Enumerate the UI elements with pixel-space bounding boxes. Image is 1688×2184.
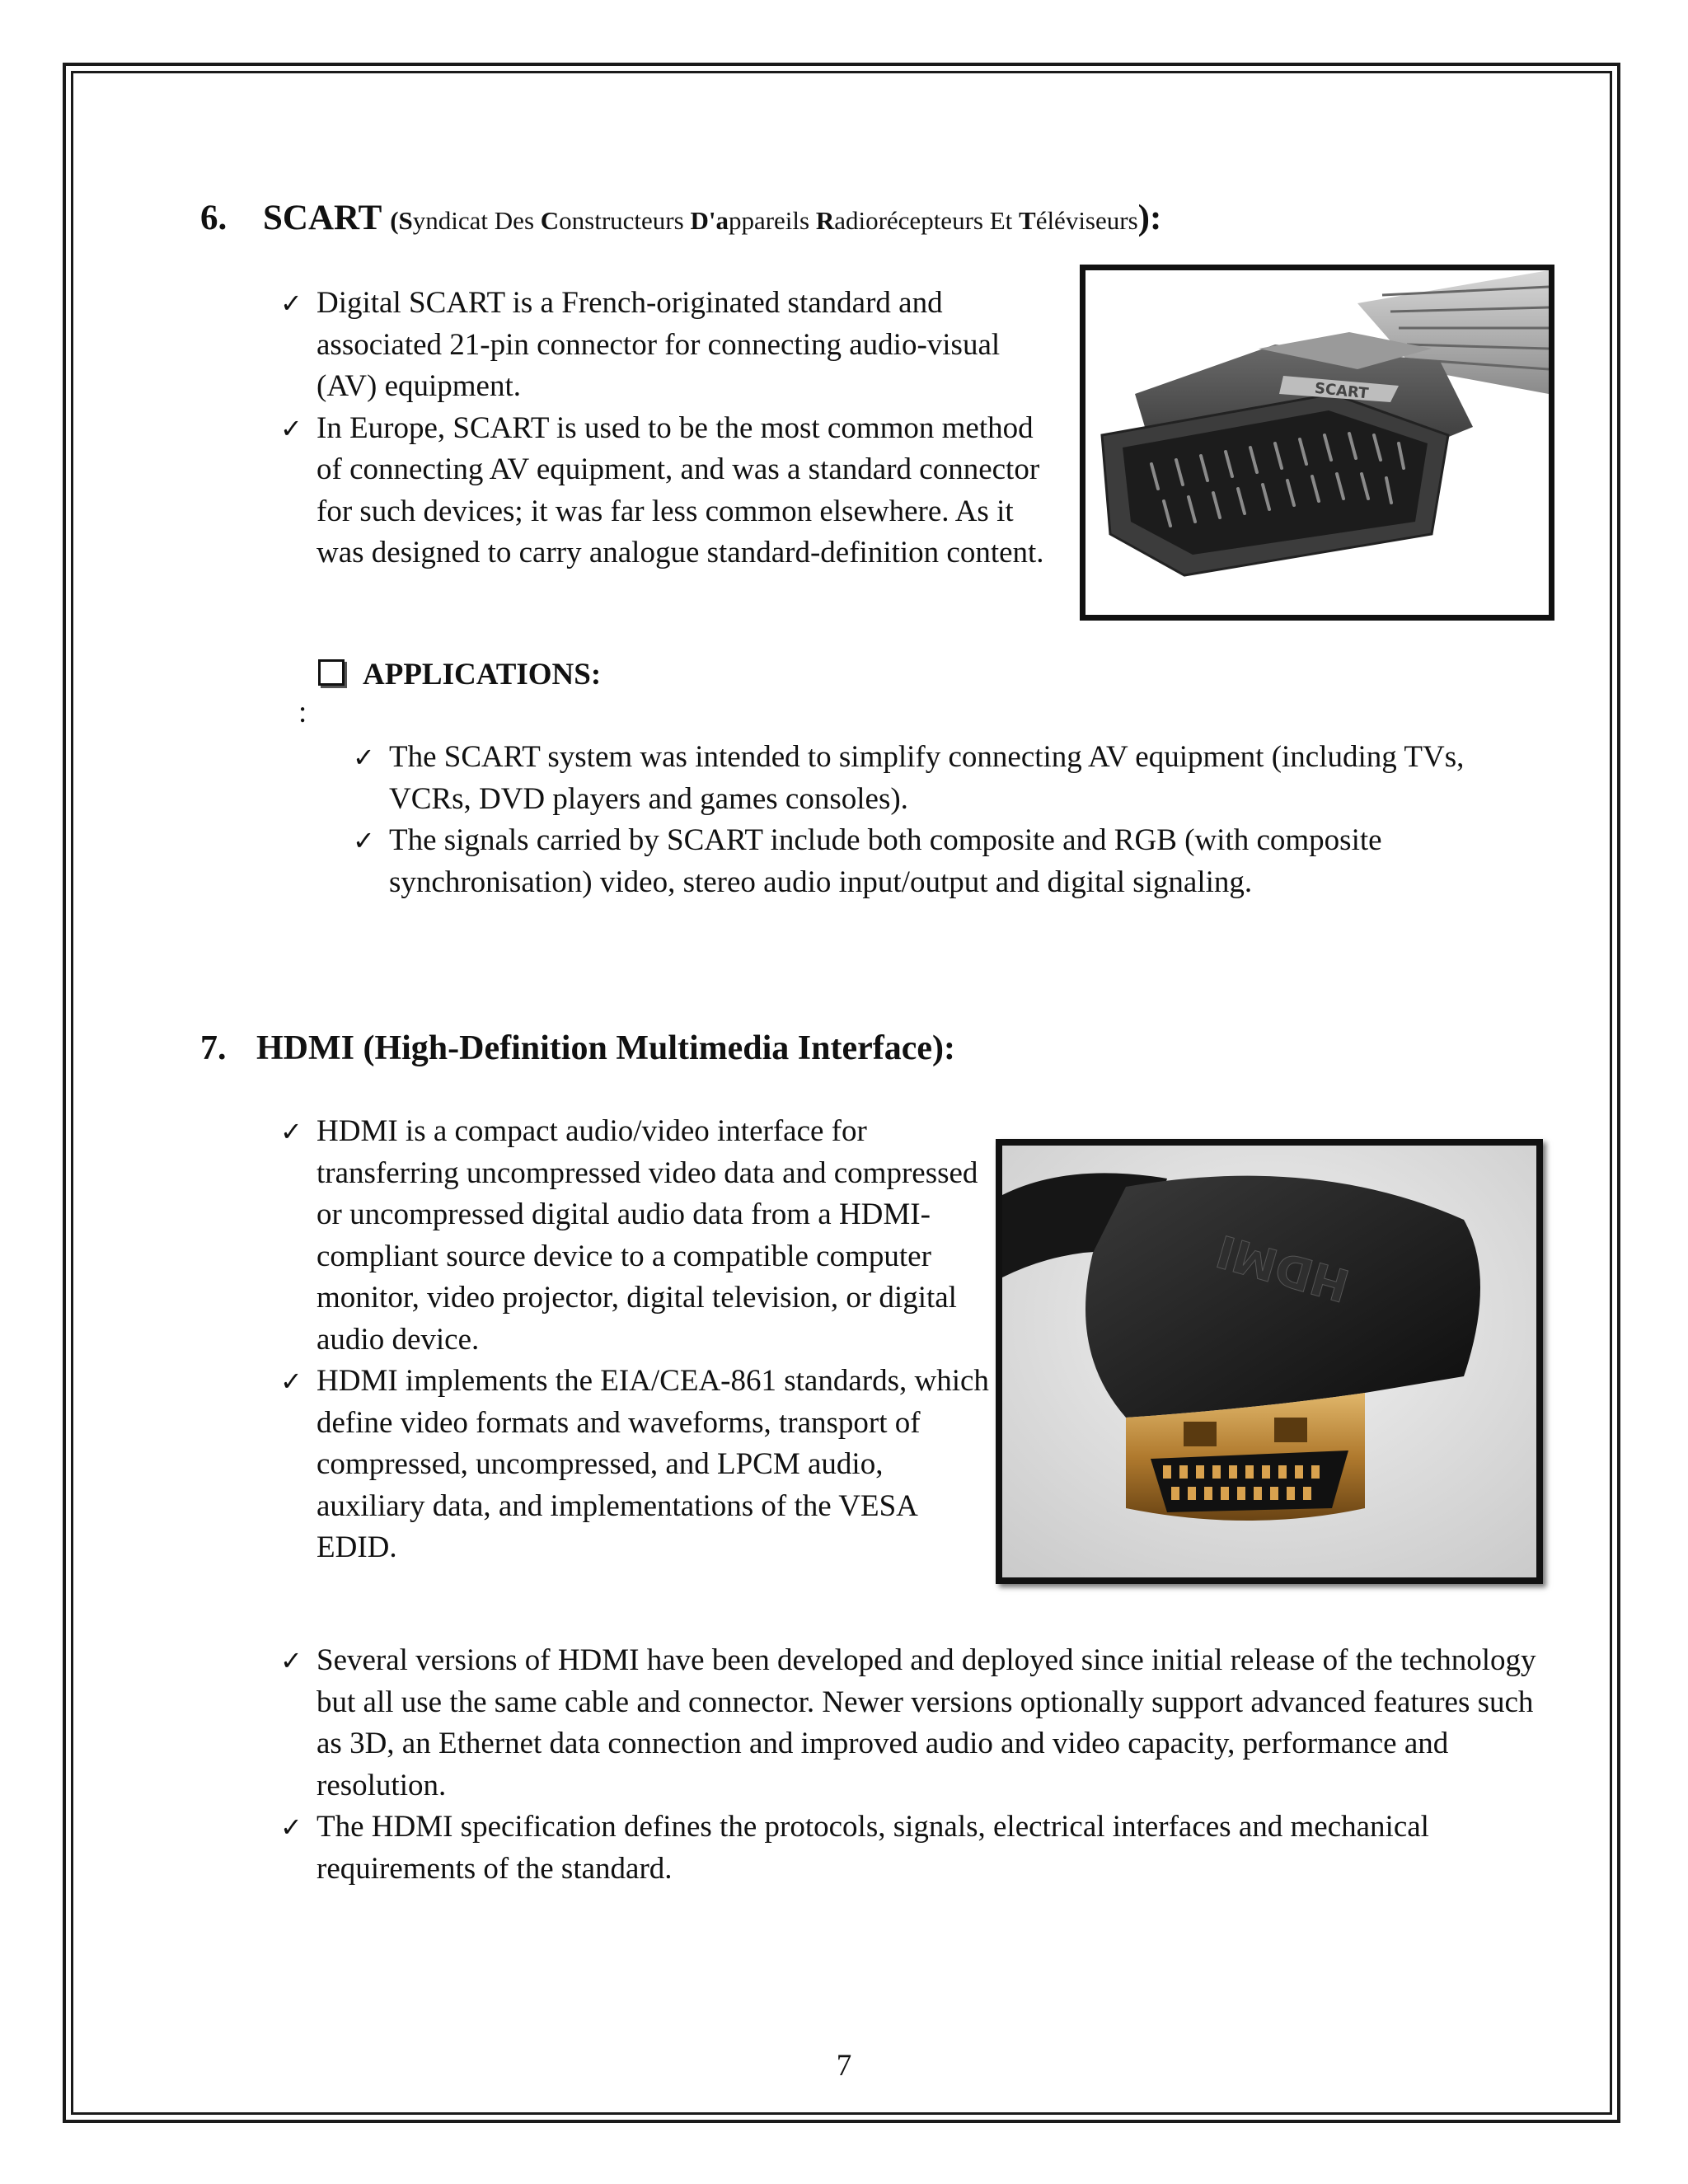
- scart-connector-illustration: [1085, 270, 1549, 615]
- scart-description-list: [274, 283, 1057, 574]
- scart-expansion-close: ):: [1137, 199, 1162, 237]
- list-item-text: The signals carried by SCART include both composite and RGB (with composite synchronisation) video, stereo audio input/output and digital signaling.: [389, 823, 1382, 899]
- scart-exp-word: ppareils: [728, 206, 816, 235]
- checkmark-icon: ✓: [280, 1116, 302, 1147]
- list-item-text: In Europe, SCART is used to be the most common method of connecting AV equipment, and was a standard connector for such devices; it was far less common elsewhere. As it was designed to carry analogue standard-definition content.: [316, 410, 1044, 569]
- section-7-heading: [200, 1029, 955, 1068]
- list-item: [274, 1640, 1559, 1807]
- list-item: [274, 1807, 1559, 1890]
- stray-colon: :: [298, 696, 307, 729]
- hdmi-connector-illustration: [1002, 1146, 1536, 1577]
- list-item-text: Digital SCART is a French-originated standard and associated 21-pin connector for connecting audio-visual (AV) equipment.: [316, 286, 1001, 403]
- scart-exp-word: éléviseurs: [1035, 206, 1138, 235]
- section-6-number: 6.: [200, 199, 227, 237]
- list-item: [346, 737, 1533, 820]
- list-item: [274, 1361, 999, 1569]
- section-6-heading: [200, 198, 1161, 238]
- checkmark-icon: ✓: [280, 412, 302, 444]
- hdmi-connector-image: [996, 1139, 1543, 1584]
- list-item-text: The HDMI specification defines the protocols, signals, electrical interfaces and mechanical requirements of the standard.: [316, 1810, 1429, 1886]
- list-item-text: The SCART system was intended to simplify connecting AV equipment (including TVs, VCRs, DVD players and games consoles).: [389, 740, 1465, 816]
- scart-exp-word: adiorécepteurs Et: [834, 206, 1019, 235]
- checkmark-icon: ✓: [353, 742, 375, 773]
- list-item-text: Several versions of HDMI have been developed and deployed since initial release of the technology but all use the same cable and connector. Newer versions optionally support advanced features such as 3D, an Ethernet data connection and improved audio and video capacity, performance and resolution.: [316, 1643, 1536, 1802]
- scart-exp-letter: C: [540, 206, 560, 235]
- list-item: [274, 283, 1057, 408]
- scart-exp-letter: R: [815, 206, 835, 235]
- page-number: 7: [836, 2049, 852, 2083]
- scart-exp-word: onstructeurs: [559, 206, 691, 235]
- list-item: [274, 408, 1057, 574]
- scart-expansion: [390, 206, 1137, 235]
- list-item-text: HDMI is a compact audio/video interface for transferring uncompressed video data and compressed or uncompressed digital audio data from a HDMI-compliant source device to a compatible computer monitor, video projector, digital television, or digital audio device.: [316, 1114, 978, 1357]
- checkbox-bullet-icon: [318, 659, 345, 686]
- scart-exp-letter: T: [1019, 206, 1036, 235]
- hdmi-description-list: [274, 1111, 999, 1569]
- list-item: [346, 820, 1533, 903]
- checkmark-icon: ✓: [353, 825, 375, 856]
- scart-applications-list: [346, 737, 1533, 903]
- scart-expansion-paren: (: [390, 206, 399, 235]
- scart-logo: SCART: [1313, 379, 1370, 403]
- checkmark-icon: ✓: [280, 1366, 302, 1397]
- applications-heading: [318, 657, 601, 692]
- section-6-title: SCART: [263, 199, 382, 237]
- scart-exp-letter: D'a: [690, 206, 729, 235]
- applications-label: APPLICATIONS:: [363, 658, 602, 691]
- list-item: [274, 1111, 999, 1361]
- checkmark-icon: ✓: [280, 1811, 302, 1843]
- hdmi-logo: HDMI: [1210, 1224, 1355, 1312]
- list-item-text: HDMI implements the EIA/CEA-861 standards, which define video formats and waveforms, transport of compressed, uncompressed, and LPCM audio, auxiliary data, and implementations of the VESA EDID.: [316, 1364, 989, 1564]
- checkmark-icon: ✓: [280, 1645, 302, 1676]
- hdmi-versions-list: [274, 1640, 1559, 1890]
- section-7-number: 7.: [200, 1029, 227, 1067]
- scart-connector-image: [1080, 265, 1554, 621]
- scart-exp-letter: S: [398, 206, 413, 235]
- scart-exp-word: yndicat Des: [412, 206, 541, 235]
- section-7-title: HDMI (High-Definition Multimedia Interface):: [256, 1029, 956, 1067]
- checkmark-icon: ✓: [280, 288, 302, 319]
